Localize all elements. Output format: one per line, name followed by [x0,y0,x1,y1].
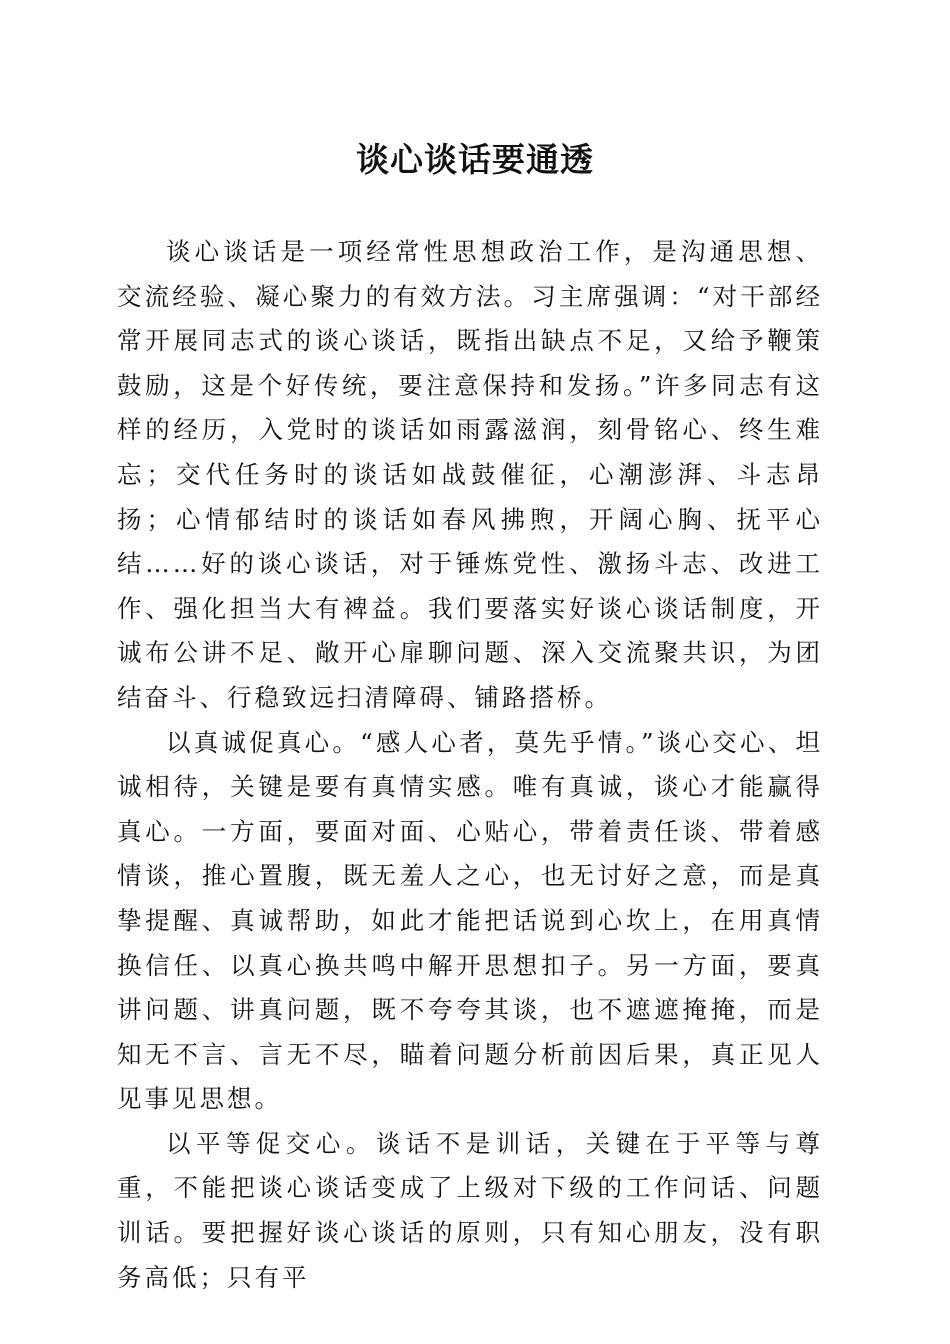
paragraph-equality: 以平等促交心。谈话不是训话，关键在于平等与尊重，不能把谈心谈话变成了上级对下级的工作问话、问题训话。要把握好谈心谈话的原则，只有知心朋友，没有职务高低；只有平 [117,1128,823,1292]
paragraph-intro: 谈心谈话是一项经常性思想政治工作，是沟通思想、交流经验、凝心聚力的有效方法。习主席强调：“对干部经常开展同志式的谈心谈话，既指出缺点不足，又给予鞭策鼓励，这是个好传统，要注意保持和发扬。”许多同志有这样的经历，入党时的谈话如雨露滋润，刻骨铭心、终生难忘；交代任务时的谈话如战鼓催征，心潮澎湃、斗志昂扬；心情郁结时的谈话如春风拂煦，开阔心胸、抚平心结……好的谈心谈话，对于锤炼党性、激扬斗志、改进工作、强化担当大有裨益。我们要落实好谈心谈话制度，开诚布公讲不足、敞开心扉聊问题、深入交流聚共识，为团结奋斗、行稳致远扫清障碍、铺路搭桥。 [117,237,823,712]
paragraph-sincerity: 以真诚促真心。“感人心者，莫先乎情。”谈心交心、坦诚相待，关键是要有真情实感。唯有真诚，谈心才能赢得真心。一方面，要面对面、心贴心，带着责任谈、带着感情谈，推心置腹，既无羞人之心，也无讨好之意，而是真挚提醒、真诚帮助，如此才能把话说到心坎上，在用真情换信任、以真心换共鸣中解开思想扣子。另一方面，要真讲问题、讲真问题，既不夸夸其谈，也不遮遮掩掩，而是知无不言、言无不尽，瞄着问题分析前因后果，真正见人见事见思想。 [117,727,823,1114]
page-title: 谈心谈话要通透 [356,140,594,179]
article-body [117,230,823,1300]
